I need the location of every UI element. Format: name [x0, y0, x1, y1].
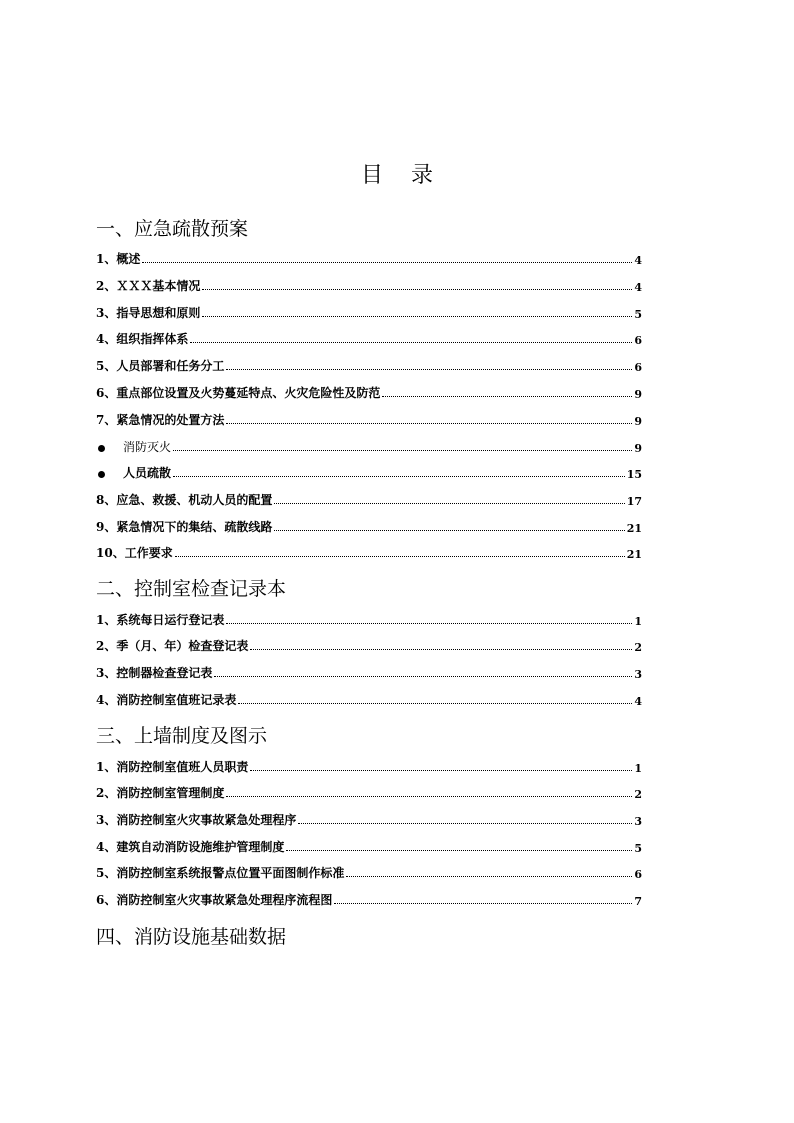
- toc-entry-label: 人员疏散: [123, 466, 172, 480]
- toc-entry-page: 1: [634, 762, 642, 775]
- toc-entry-page: 5: [634, 308, 642, 321]
- toc-entry[interactable]: [96, 327, 642, 347]
- toc-entry-label: 2、季（月、年）检查登记表: [96, 639, 249, 653]
- toc-entry-page: 4: [634, 254, 642, 267]
- toc-entry[interactable]: [96, 301, 642, 321]
- toc-entry-label: 6、重点部位设置及火势蔓延特点、火灾危险性及防范: [96, 386, 381, 400]
- dot-leader: [190, 342, 632, 343]
- toc-entry-page: 6: [634, 868, 642, 881]
- bullet-icon: [98, 471, 105, 478]
- dot-leader: [274, 530, 624, 531]
- toc-entry-label: 8、应急、救援、机动人员的配置: [96, 493, 273, 507]
- toc-entry[interactable]: [96, 634, 642, 654]
- toc-entry-label: 1、系统每日运行登记表: [96, 613, 225, 627]
- section-heading: 一、应急疏散预案: [96, 218, 249, 240]
- toc-entry-label: 4、建筑自动消防设施维护管理制度: [96, 840, 285, 854]
- toc-entry-page: 7: [634, 895, 642, 908]
- dot-leader: [173, 476, 625, 477]
- dot-leader: [250, 649, 632, 650]
- toc-entry[interactable]: [96, 781, 642, 801]
- toc-entry[interactable]: [96, 274, 642, 294]
- dot-leader: [250, 770, 632, 771]
- toc-entry[interactable]: [96, 888, 642, 908]
- toc-title: [0, 158, 794, 189]
- dot-leader: [226, 623, 632, 624]
- dot-leader: [334, 903, 632, 904]
- dot-leader: [238, 703, 632, 704]
- dot-leader: [214, 676, 632, 677]
- toc-entry-page: 21: [626, 548, 642, 561]
- toc-entry-page: 15: [626, 468, 642, 481]
- toc-entry-label: 5、人员部署和任务分工: [96, 359, 225, 373]
- toc-entry-page: 4: [634, 281, 642, 294]
- toc-entry[interactable]: [96, 354, 642, 374]
- dot-leader: [226, 423, 632, 424]
- toc-entry-page: 3: [634, 815, 642, 828]
- toc-entry-label: 6、消防控制室火灾事故紧急处理程序流程图: [96, 893, 333, 907]
- dot-leader: [202, 316, 632, 317]
- bullet-icon: [98, 445, 105, 452]
- section-heading: 三、上墙制度及图示: [96, 725, 268, 747]
- toc-entry-label: 3、控制器检查登记表: [96, 666, 213, 680]
- dot-leader: [286, 850, 632, 851]
- toc-entry-label: 4、消防控制室值班记录表: [96, 693, 237, 707]
- toc-entry-page: 4: [634, 695, 642, 708]
- toc-entry-page: 6: [634, 361, 642, 374]
- toc-entry[interactable]: [96, 608, 642, 628]
- toc-entry[interactable]: [96, 515, 642, 535]
- toc-entry-page: 2: [634, 788, 642, 801]
- toc-entry-label: 5、消防控制室系统报警点位置平面图制作标准: [96, 866, 345, 880]
- dot-leader: [226, 369, 632, 370]
- toc-entry-label: 3、消防控制室火灾事故紧急处理程序: [96, 813, 297, 827]
- toc-entry-page: 5: [634, 842, 642, 855]
- toc-entry-page: 9: [634, 415, 642, 428]
- toc-entry-page: 21: [626, 522, 642, 535]
- dot-leader: [226, 796, 632, 797]
- dot-leader: [382, 396, 632, 397]
- toc-entry[interactable]: [96, 688, 642, 708]
- toc-entry-label: 9、紧急情况下的集结、疏散线路: [96, 520, 273, 534]
- toc-entry[interactable]: [96, 381, 642, 401]
- toc-entry-label: 4、组织指挥体系: [96, 332, 189, 346]
- toc-entry[interactable]: [96, 661, 642, 681]
- toc-entry[interactable]: [96, 408, 642, 428]
- toc-entry-page: 3: [634, 668, 642, 681]
- dot-leader: [175, 556, 625, 557]
- toc-entry-label: 1、概述: [96, 252, 141, 266]
- section-heading: 二、控制室检查记录本: [96, 578, 287, 600]
- toc-entry-page: 6: [634, 334, 642, 347]
- dot-leader: [346, 876, 632, 877]
- toc-entry[interactable]: [96, 461, 642, 481]
- toc-entry[interactable]: [96, 488, 642, 508]
- title-char-2: 录: [411, 163, 434, 188]
- section-heading: 四、消防设施基础数据: [96, 926, 287, 948]
- toc-entry-label: 7、紧急情况的处置方法: [96, 413, 225, 427]
- toc-entry-page: 17: [626, 495, 642, 508]
- toc-entry[interactable]: [96, 755, 642, 775]
- toc-entry-label: 2、ＸＸＸ基本情况: [96, 279, 201, 293]
- toc-entry-label: 10、工作要求: [96, 546, 173, 560]
- toc-entry[interactable]: [96, 435, 642, 455]
- toc-entry-page: 1: [634, 615, 642, 628]
- toc-entry[interactable]: [96, 861, 642, 881]
- toc-entry[interactable]: [96, 247, 642, 267]
- toc-entry-label: 2、消防控制室管理制度: [96, 786, 225, 800]
- title-char-1: 目: [360, 163, 383, 188]
- dot-leader: [274, 503, 624, 504]
- toc-entry-page: 2: [634, 641, 642, 654]
- toc-entry-label: 1、消防控制室值班人员职责: [96, 760, 249, 774]
- toc-entry[interactable]: [96, 835, 642, 855]
- dot-leader: [298, 823, 632, 824]
- toc-entry-page: 9: [634, 388, 642, 401]
- dot-leader: [142, 262, 632, 263]
- toc-entry-label: 3、指导思想和原则: [96, 306, 201, 320]
- toc-entry-page: 9: [634, 442, 642, 455]
- toc-entry[interactable]: [96, 808, 642, 828]
- dot-leader: [202, 289, 632, 290]
- toc-entry-label: 消防灭火: [123, 440, 172, 454]
- toc-entry[interactable]: [96, 541, 642, 561]
- dot-leader: [173, 450, 632, 451]
